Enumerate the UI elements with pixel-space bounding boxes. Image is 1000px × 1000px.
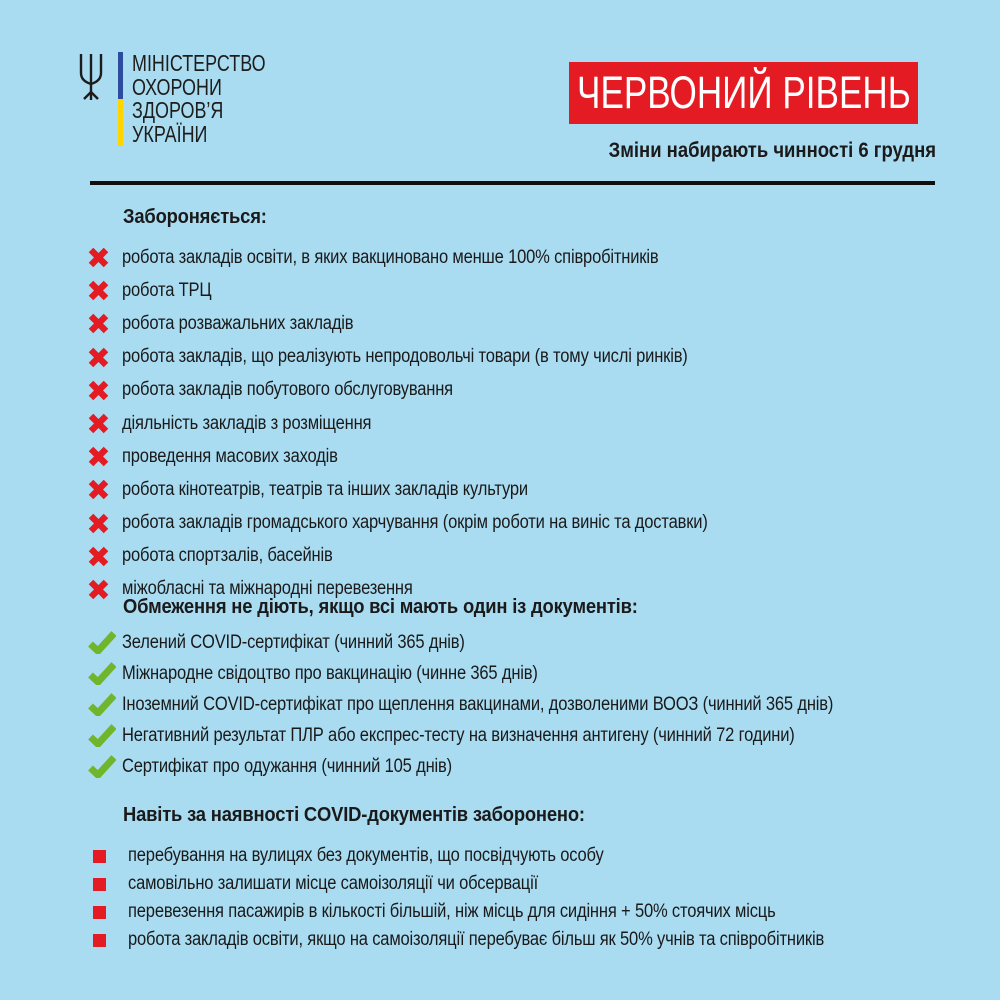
list-item-text: самовільно залишати місце самоізоляції чи обсервації [128, 873, 539, 894]
red-square-bullet-icon [88, 934, 128, 947]
red-square-bullet-icon [88, 906, 128, 919]
list-item [88, 540, 795, 573]
always-prohibited-heading: Навіть за наявності COVID-документів заборонено: [123, 804, 585, 826]
list-item-text: робота закладів освіти, якщо на самоізоляції перебуває більш як 50% учнів та співробітників [128, 929, 825, 950]
green-check-icon [88, 724, 122, 747]
red-x-icon [88, 247, 122, 268]
list-item [88, 241, 795, 274]
red-x-icon [88, 446, 122, 467]
green-check-icon [88, 662, 122, 685]
red-x-icon [88, 280, 122, 301]
list-item-text: перевезення пасажирів в кількості більшій, ніж місць для сидіння + 50% стоячих місць [128, 901, 776, 922]
list-item [88, 720, 940, 751]
list-item-text: Негативний результат ПЛР або експрес-тесту на визначення антигену (чинний 72 години) [122, 724, 795, 746]
red-x-icon [88, 546, 122, 567]
green-check-icon [88, 755, 122, 778]
ministry-name-line: ЗДОРОВ’Я [132, 97, 224, 123]
list-item-text: робота розважальних закладів [122, 312, 354, 334]
green-check-icon [88, 631, 122, 654]
list-item-text: перебування на вулицях без документів, що посвідчують особу [128, 845, 604, 866]
list-item-text: діяльність закладів з розміщення [122, 412, 372, 434]
list-item [88, 440, 795, 473]
red-x-icon [88, 579, 122, 600]
red-x-icon [88, 380, 122, 401]
exempt-heading: Обмеження не діють, якщо всі мають один із документів: [123, 596, 638, 618]
ministry-name-line: ОХОРОНИ [132, 73, 222, 100]
flag-bar-blue [118, 52, 123, 99]
list-item-text: робота закладів громадського харчування (окрім роботи на виніс та доставки) [122, 512, 708, 534]
list-item [88, 898, 928, 926]
red-x-icon [88, 479, 122, 500]
list-item-text: Сертифікат про одужання (чинний 105 днів) [122, 755, 452, 777]
list-item-text: Міжнародне свідоцтво про вакцинацію (чинне 365 днів) [122, 662, 538, 684]
list-item [88, 658, 940, 689]
red-level-banner [569, 62, 918, 124]
prohibited-heading: Забороняється: [123, 206, 267, 228]
list-item [88, 307, 795, 340]
list-item [88, 751, 940, 782]
list-item [88, 473, 795, 506]
red-x-icon [88, 313, 122, 334]
list-item [88, 627, 940, 658]
list-item [88, 689, 940, 720]
ministry-logo [74, 52, 303, 146]
list-item-text: робота кінотеатрів, театрів та інших закладів культури [122, 478, 528, 500]
list-item [88, 870, 928, 898]
list-item-text: робота ТРЦ [122, 279, 212, 301]
trident-icon [74, 52, 108, 102]
ministry-name-line: МІНІСТЕРСТВО [132, 50, 266, 76]
list-item-text: робота закладів освіти, в яких вакциновано менше 100% співробітників [122, 246, 659, 268]
prohibited-list [88, 241, 795, 606]
always-prohibited-list [88, 842, 928, 954]
list-item [88, 274, 795, 307]
list-item-text: Іноземний COVID-сертифікат про щеплення вакцинами, дозволеними ВООЗ (чинний 365 днів) [122, 693, 834, 715]
list-item-text: проведення масових заходів [122, 445, 338, 467]
list-item-text: міжобласні та міжнародні перевезення [122, 578, 413, 600]
list-item [88, 374, 795, 407]
ministry-name-line: УКРАЇНИ [132, 120, 208, 147]
list-item [88, 926, 928, 954]
flag-bar [118, 52, 123, 146]
green-check-icon [88, 693, 122, 716]
list-item [88, 507, 795, 540]
red-x-icon [88, 347, 122, 368]
red-x-icon [88, 513, 122, 534]
list-item-text: робота закладів, що реалізують непродовольчі товари (в тому числі ринків) [122, 346, 688, 368]
effective-date-note: Зміни набирають чинності 6 грудня [608, 139, 936, 162]
red-x-icon [88, 413, 122, 434]
list-item-text: робота спортзалів, басейнів [122, 545, 333, 567]
red-level-title: ЧЕРВОНИЙ РІВЕНЬ [576, 67, 911, 118]
exempt-list [88, 627, 940, 782]
list-item-text: робота закладів побутового обслуговування [122, 379, 453, 401]
list-item [88, 341, 795, 374]
list-item [88, 407, 795, 440]
red-square-bullet-icon [88, 878, 128, 891]
flag-bar-yellow [118, 99, 123, 146]
divider-line [90, 181, 935, 185]
list-item-text: Зелений COVID-сертифікат (чинний 365 днів) [122, 631, 465, 653]
list-item [88, 842, 928, 870]
red-square-bullet-icon [88, 850, 128, 863]
ministry-name [132, 52, 266, 146]
